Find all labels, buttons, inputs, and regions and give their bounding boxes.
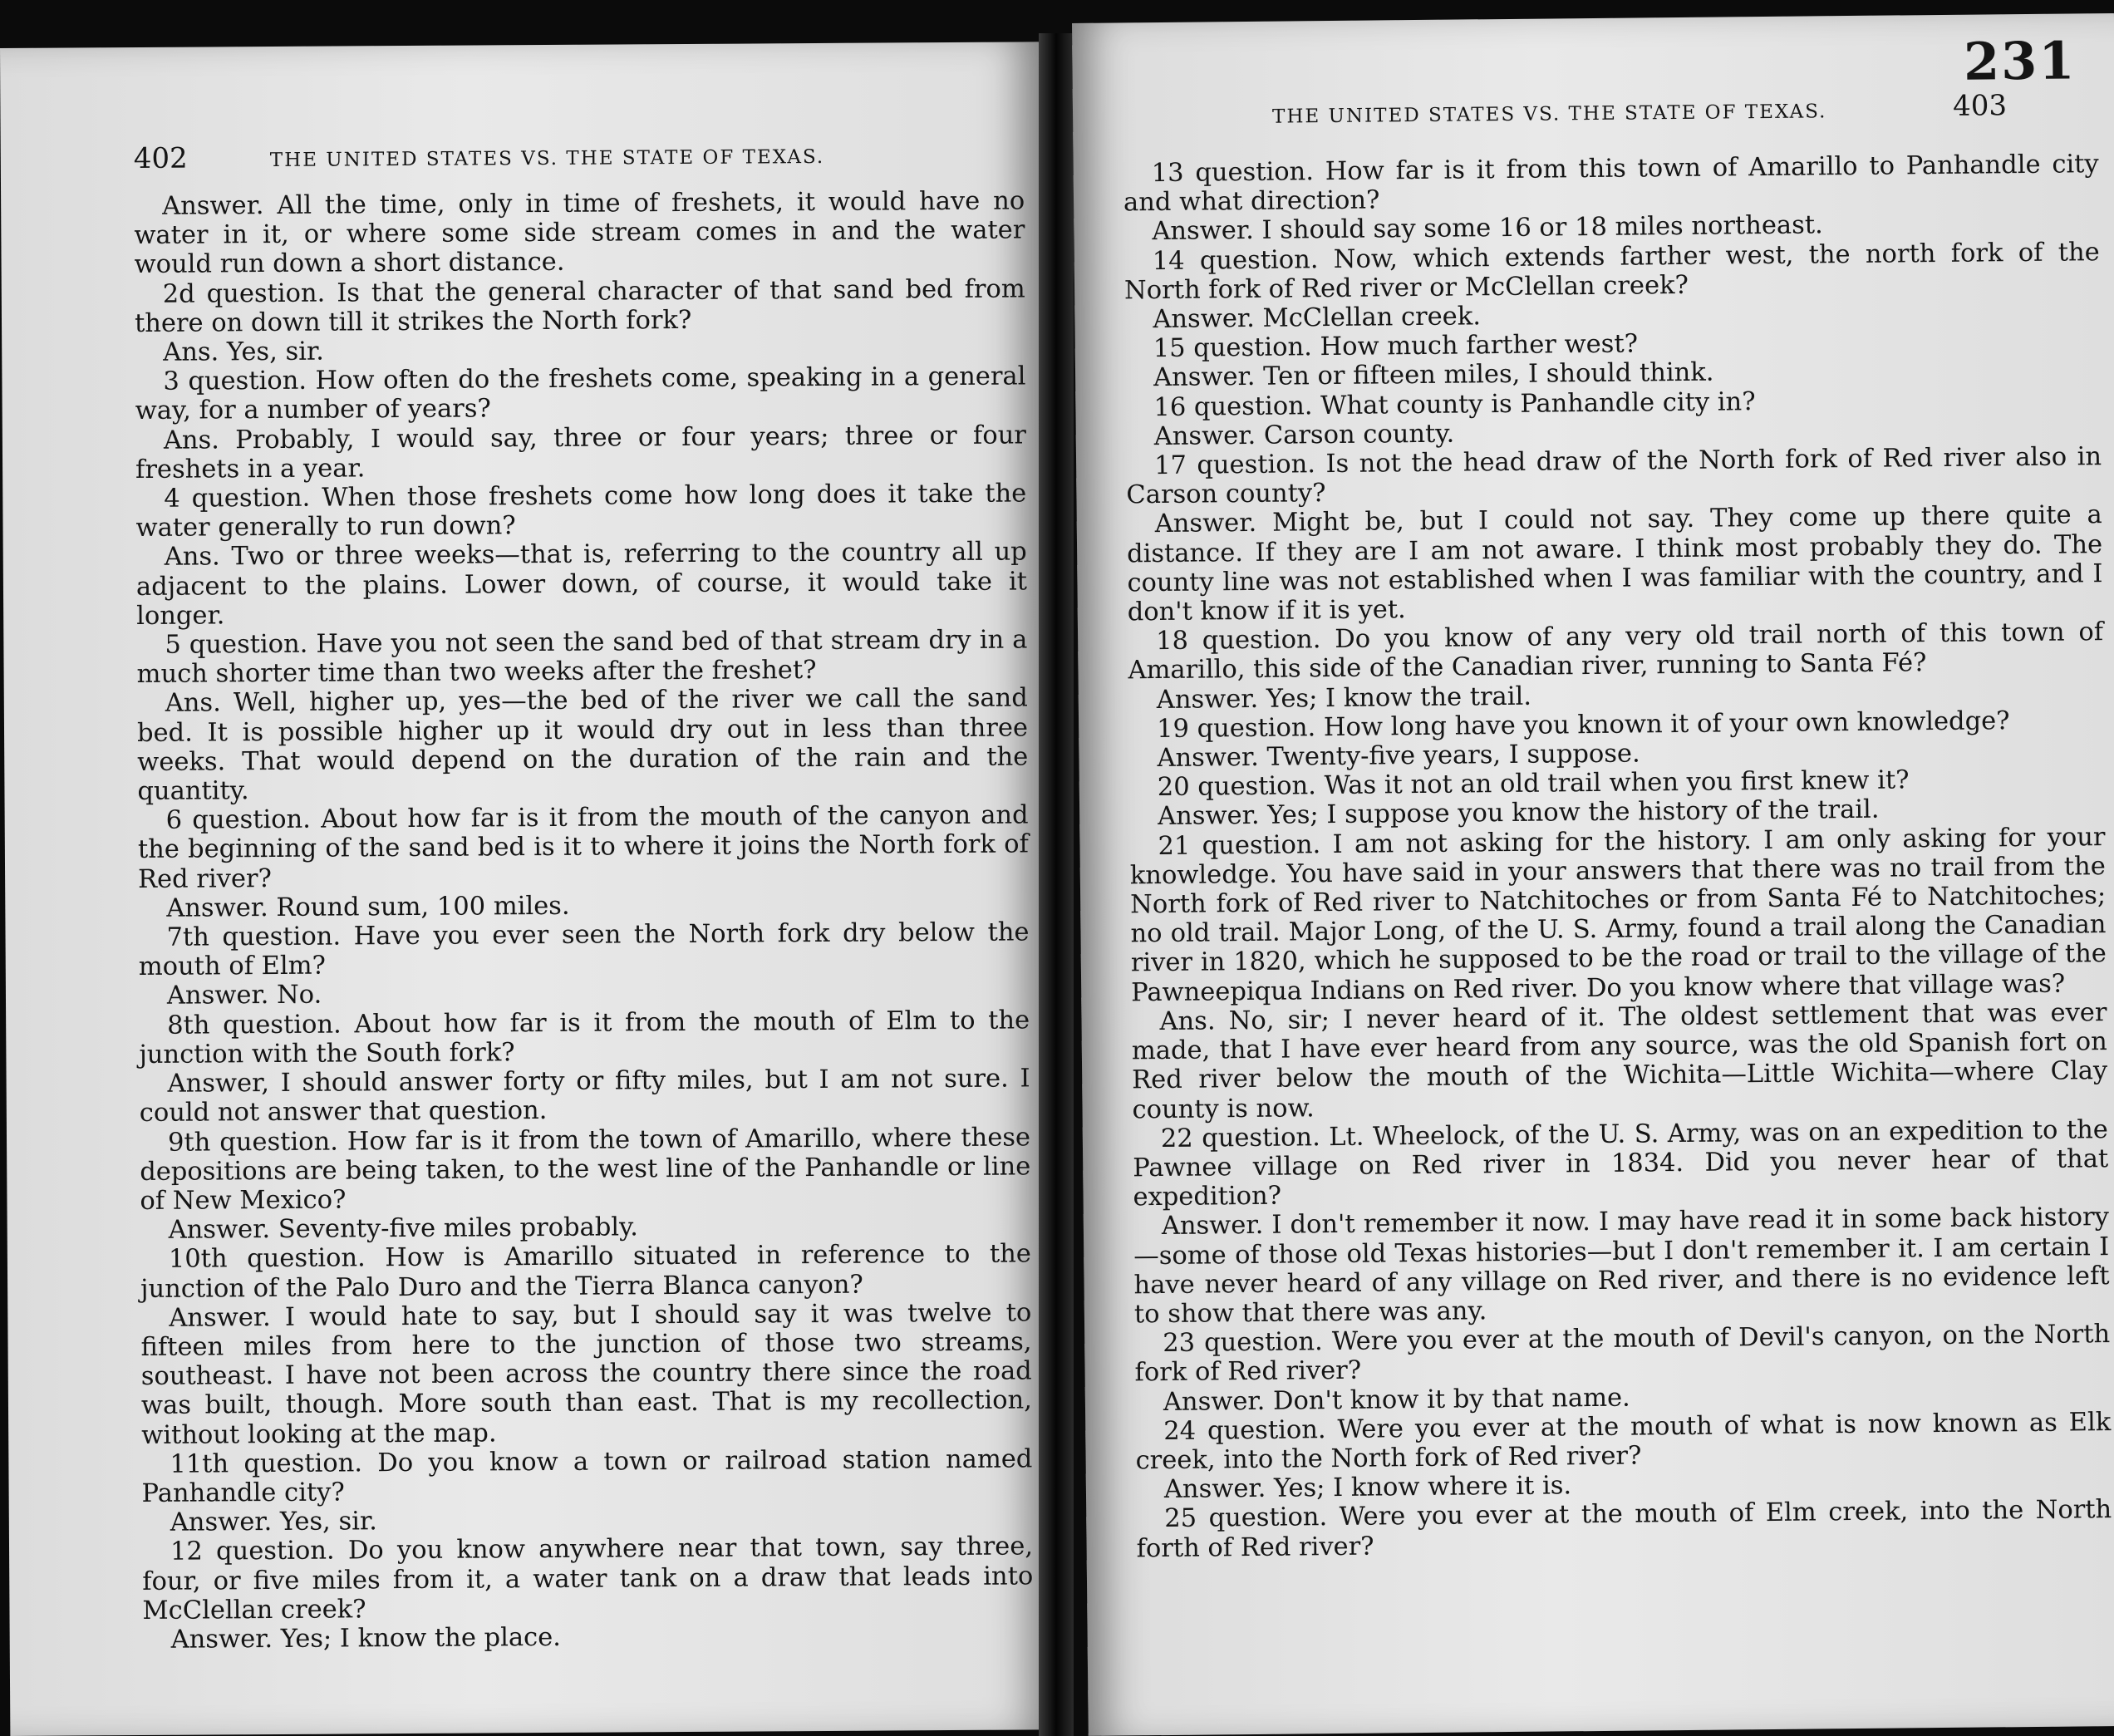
paragraph: Answer. Round sum, 100 miles.: [166, 891, 570, 923]
paragraph: Answer. Yes; I know the trail.: [1156, 681, 1532, 715]
paragraph: Answer. Yes; I know where it is.: [1163, 1471, 1572, 1505]
paragraph: Answer. Yes; I suppose you know the history of the trail.: [1158, 795, 1880, 832]
left-page-header: [134, 140, 1025, 192]
paragraph: 11th question. Do you know a town or railroad station named Panhandle city?: [141, 1444, 1033, 1508]
paragraph: 10th question. How is Amarillo situated in reference to the junction of the Palo Duro and the Tierra Blanca canyon?: [140, 1239, 1031, 1304]
paragraph: Ans. Yes, sir.: [163, 337, 324, 367]
paragraph: Ans. Probably, I would say, three or four years; three or four freshets in a year.: [135, 420, 1026, 484]
paragraph: 14 question. Now, which extends farther west, the north fork of the North fork of Red river or McClellan creek?: [1123, 237, 2100, 306]
paragraph: 2d question. Is that the general character of that sand bed from there on down till it strikes the North fork?: [134, 274, 1025, 338]
book-gutter: [1039, 33, 1074, 1736]
paragraph: 15 question. How much farther west?: [1153, 329, 1639, 364]
left-page: [0, 42, 1049, 1736]
paragraph: Answer. All the time, only in time of freshets, it would have no water in it, or where some side stream comes in and the water would run down a short distance.: [134, 186, 1025, 280]
paragraph: 20 question. Was it not an old trail when you first knew it?: [1157, 765, 1910, 803]
paragraph: 5 question. Have you not seen the sand bed of that stream dry in a much shorter time than two weeks after the freshet?: [136, 625, 1028, 690]
paragraph: Ans. No, sir; I never heard of it. The oldest settlement that was ever made, that I have ever heard from any source, was the old Spanish fort on Red river below the mouth of the Wichita—Little Wichita—where Clay county is now.: [1131, 997, 2108, 1124]
paragraph: 4 question. When those freshets come how long does it take the water generally to run down?: [135, 479, 1027, 543]
paragraph: 13 question. How far is it from this town of Amarillo to Panhandle city and what direction?: [1123, 150, 2099, 218]
paragraph: Answer. Yes, sir.: [170, 1507, 377, 1537]
paragraph: Ans. Well, higher up, yes—the bed of the river we call the sand bed. It is possible higher up it would dry out in less than three weeks. That would depend on the duration of the rain and the quantity.: [136, 683, 1029, 807]
paragraph: 18 question. Do you know of any very old trail north of this town of Amarillo, this side of the Canadian river, running to Santa Fé?: [1128, 617, 2104, 686]
left-page-body: [134, 186, 1034, 1655]
paragraph: 25 question. Were you ever at the mouth of Elm creek, into the North forth of Red river?: [1136, 1495, 2112, 1563]
paragraph: 12 question. Do you know anywhere near that town, say three, four, or five miles from it, a water tank on a draw that leads into McClellan creek?: [142, 1532, 1034, 1625]
folio-stamp-number: 231: [1963, 30, 2077, 92]
paragraph: Answer. Might be, but I could not say. They come up there quite a distance. If they are I am not aware. I think most probably they do. The county line was not established when I was familiar with the country, and I don't know if it is yet.: [1126, 500, 2103, 627]
right-page-body: [1123, 150, 2112, 1563]
paragraph: 22 question. Lt. Wheelock, of the U. S. Army, was on an expedition to the Pawnee village on Red river in 1834. Did you never hear of that expedition?: [1133, 1114, 2109, 1212]
paragraph: 3 question. How often do the freshets come, speaking in a general way, for a number of years?: [135, 361, 1026, 426]
paragraph: Answer. No.: [166, 981, 322, 1011]
paragraph: Answer. Yes; I know the place.: [170, 1622, 562, 1655]
left-page-number: 402: [133, 141, 188, 176]
paragraph: 16 question. What county is Panhandle city in?: [1153, 386, 1756, 422]
paragraph: Answer. Twenty-five years, I suppose.: [1157, 739, 1640, 774]
paragraph: 7th question. Have you ever seen the North fork dry below the mouth of Elm?: [138, 917, 1030, 982]
right-page-number: 403: [1952, 89, 2008, 123]
paragraph: 23 question. Were you ever at the mouth of Devil's canyon, on the North fork of Red river?: [1134, 1320, 2111, 1388]
paragraph: 24 question. Were you ever at the mouth of what is now known as Elk creek, into the North fork of Red river?: [1135, 1407, 2112, 1476]
paragraph: 17 question. Is not the head draw of the North fork of Red river also in Carson county?: [1126, 442, 2102, 510]
paragraph: Answer. Don't know it by that name.: [1163, 1383, 1630, 1417]
paragraph: Answer. I should say some 16 or 18 miles northeast.: [1152, 210, 1823, 247]
paragraph: Answer. Ten or fifteen miles, I should think.: [1153, 358, 1714, 393]
paragraph: Answer, I should answer forty or fifty miles, but I am not sure. I could not answer that question.: [139, 1064, 1030, 1129]
paragraph: Ans. Two or three weeks—that is, referring to the country all up adjacent to the plains. Lower down, of course, it would take it longer.: [135, 537, 1028, 631]
paragraph: 21 question. I am not asking for the history. I am only asking for your knowledge. You have said in your answers that there was no trail from the North fork of Red river to Natchitoches or from Santa Fé to Natchitoches; no old trail. Major Long, of the U. S. Army, found a trail along the Canadian river in 1820, which he supposed to be the road or trail to the village of the Pawneepiqua Indians on Red river. Do you know where that village was?: [1129, 822, 2107, 1008]
paragraph: 6 question. About how far is it from the mouth of the canyon and the beginning of the sand bed is it to where it joins the North fork of Red river?: [137, 800, 1029, 894]
paragraph: Answer. I don't remember it now. I may have read it in some back history—some of those old Texas histories—but I don't remember it. I am certain I have never heard of any village on Red river, and there is no evidence left to show that there was any.: [1133, 1202, 2110, 1330]
paragraph: Answer. I would hate to say, but I should say it was twelve to fifteen miles from here to the junction of those two streams, southeast. I have not been across the country there since the road was built, though. More south than east. That is my recollection, without looking at the map.: [140, 1298, 1033, 1450]
paragraph: 9th question. How far is it from the town of Amarillo, where these depositions are being taken, to the west line of the Panhandle or line of New Mexico?: [140, 1122, 1031, 1216]
paragraph: 8th question. About how far is it from the mouth of Elm to the junction with the South fork?: [139, 1006, 1030, 1070]
right-page-header: [1123, 89, 2098, 159]
paragraph: Answer. McClellan creek.: [1153, 302, 1482, 335]
paragraph: Answer. Carson county.: [1153, 419, 1455, 451]
paragraph: 19 question. How long have you known it of your own knowledge?: [1156, 706, 2010, 744]
right-running-title: THE UNITED STATES VS. THE STATE OF TEXAS.: [1271, 101, 1827, 128]
paragraph: Answer. Seventy-five miles probably.: [168, 1212, 639, 1245]
left-running-title: THE UNITED STATES VS. THE STATE OF TEXAS.: [269, 145, 825, 172]
right-page: [1072, 13, 2114, 1736]
